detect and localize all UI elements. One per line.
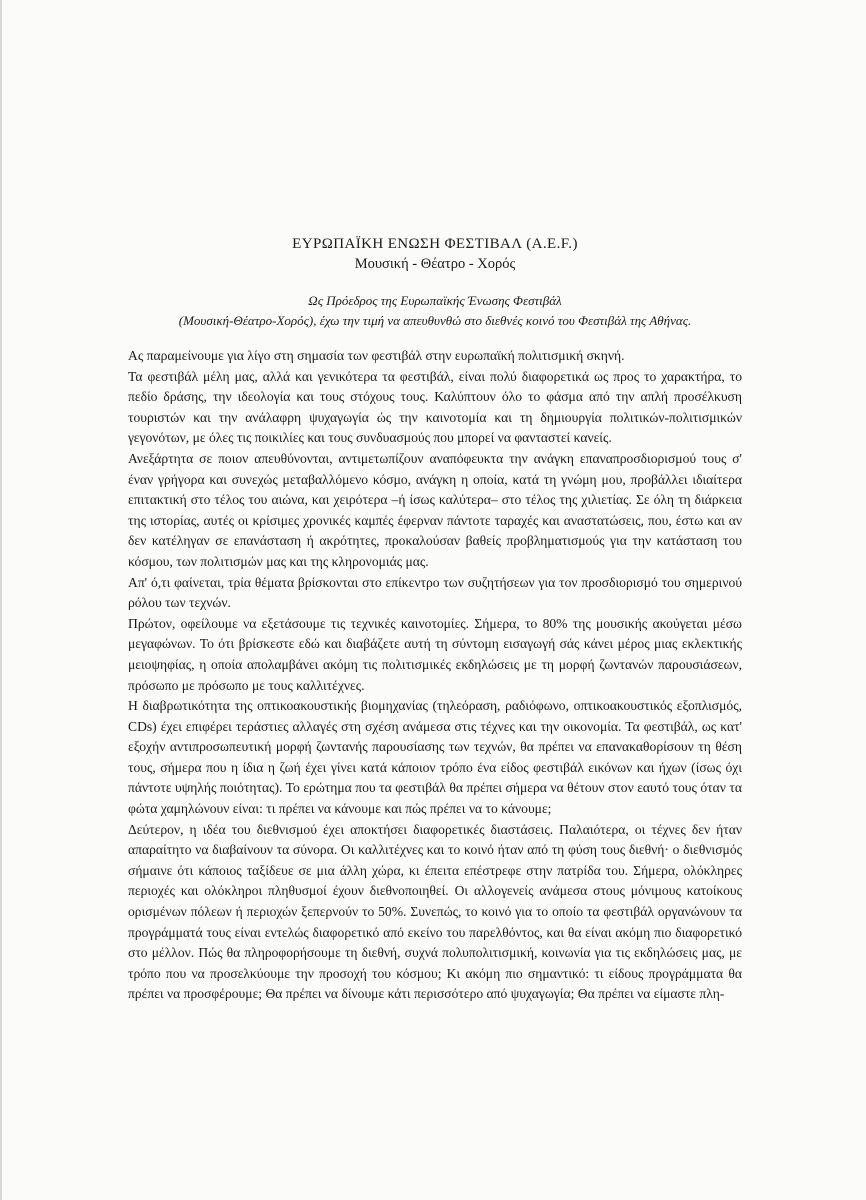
intro-block (2, 291, 866, 331)
paragraph: Η διαβρωτικότητα της οπτικοακουστικής βιομηχανίας (τηλεόραση, ραδιόφωνο, οπτικοακουστικός εξοπλισμός, CDs) έχει επιφέρει τεράστιες αλλαγές στη σχέση ανάμεσα στις τέχνες και την οικονομία. Τα φεστιβάλ, ως κατ' εξοχήν αντιπροσωπευτική μορφή ζωντανής παρουσίασης των τεχνών, θα πρέπει να επανακαθορίσουν τη θέση τους, σήμερα που η ίδια η ζωή έχει γίνει κατά κάποιον τρόπο ένα είδος φεστιβάλ εικόνων και ήχων (ίσως όχι πάντοτε υψηλής ποιότητας). Το ερώτημα που τα φεστιβάλ θα πρέπει σήμερα να θέτουν στον εαυτό τους όταν τα φώτα χαμηλώνουν είναι: τι πρέπει να κάνουμε και πώς πρέπει να το κάνουμε; (128, 698, 742, 817)
document-header (2, 234, 866, 274)
paragraph: Δεύτερον, η ιδέα του διεθνισμού έχει αποκτήσει διαφορετικές διαστάσεις. Παλαιότερα, οι τέχνες δεν ήταν απαραίτητο να διαβαίνουν τα σύνορα. Οι καλλιτέχνες και το κοινό ήταν από τη φύση τους διεθνή· ο διεθνισμός σήμαινε ότι κάποιος ταξίδευε σε μια άλλη χώρα, κι έπειτα επέστρεφε στην πατρίδα του. Σήμερα, ολόκληρες περιοχές και ολόκληροι πληθυσμοί έχουν διεθνοποιηθεί. Οι αλλογενείς ανάμεσα στους μόνιμους κατοίκους ορισμένων πόλεων ή περιοχών ξεπερνούν το 50%. Συνεπώς, το κοινό για το οποίο τα φεστιβάλ οργανώνουν τα προγράμματά τους είναι εντελώς διαφορετικό από εκείνο του παρελθόντος, και θα είναι ακόμη πιο διαφορετικό στο μέλλον. Πώς θα πληροφορήσουμε τη διεθνή, συχνά πολυπολιτισμική, κοινωνία για τις εκδηλώσεις μας, με τρόπο που να προσελκύουμε την προσοχή του κόσμου; Κι ακόμη πιο σημαντικό: τι είδους προγράμματα θα πρέπει να προσφέρουμε; Θα πρέπει να δίνουμε κάτι περισσότερο από ψυχαγωγία; Θα πρέπει να είμαστε πλη- (128, 821, 742, 1002)
intro-line: Ως Πρόεδρος της Ευρωπαϊκής Ένωσης Φεστιβάλ (308, 293, 562, 308)
paragraph: Απ' ό,τι φαίνεται, τρία θέματα βρίσκονται στο επίκεντρο των συζητήσεων για τον προσδιορισμό του σημερινού ρόλου των τεχνών. (128, 574, 742, 611)
paragraph: Τα φεστιβάλ μέλη μας, αλλά και γενικότερα τα φεστιβάλ, είναι πολύ διαφορετικά ως προς το χαρακτήρα, το πεδίο δράσης, την ιδεολογία και τους στόχους τους. Καλύπτουν όλο το φάσμα από την απλή προσέλκυση τουριστών και την ανάλαφρη ψυχαγωγία ώς την καινοτομία και τη δημιουργία πολιτικών-πολιτισμικών γεγονότων, με όλες τις ποικιλίες και τους συνδυασμούς που μπορεί να φανταστεί κανείς. (128, 368, 742, 446)
paragraph: Ας παραμείνουμε για λίγο στη σημασία των φεστιβάλ στην ευρωπαϊκή πολιτισμική σκηνή. (128, 348, 625, 363)
body-text (128, 346, 742, 1005)
paragraph: Ανεξάρτητα σε ποιον απευθύνονται, αντιμετωπίζουν αναπόφευκτα την ανάγκη επαναπροσδιορισμού τους σ' έναν γρήγορα και συνεχώς μεταβαλλόμενο κόσμο, ανάγκη η οποία, κατά τη γνώμη μου, προβάλλει ιδιαίτερα επιτακτική στο τέλος του αιώνα, και χειρότερα –ή ίσως καλύτερα– στο τέλος της χιλιετίας. Σε όλη τη διάρκεια της ιστορίας, αυτές οι κρίσιμες χρονικές καμπές έφερναν πάντοτε ταραχές και αναστατώσεις, που, έστω και αν δεν κατέληγαν σε επανάσταση ή ακρότητες, προκαλούσαν βαθείς προβληματισμούς για την κατάσταση του κόσμου, των πολιτισμών μας και της κληρονομιάς μας. (128, 450, 742, 569)
paragraph: Πρώτον, οφείλουμε να εξετάσουμε τις τεχνικές καινοτομίες. Σήμερα, το 80% της μουσικής ακούγεται μέσω μεγαφώνων. Το ότι βρίσκεστε εδώ και διαβάζετε αυτή τη σύντομη εισαγωγή σάς κάνει μέρος μιας εκλεκτικής μειοψηφίας, η οποία απολαμβάνει ακόμη τις πολιτισμικές εκδηλώσεις με τη μορφή ζωντανών παρουσιάσεων, πρόσωπο με πρόσωπο με τους καλλιτέχνες. (128, 615, 742, 693)
page-title: ΕΥΡΩΠΑΪΚΗ ΕΝΩΣΗ ΦΕΣΤΙΒΑΛ (A.E.F.) (292, 236, 578, 252)
page-subtitle: Μουσική - Θέατρο - Χορός (354, 256, 516, 272)
intro-line: (Μουσική-Θέατρο-Χορός), έχω την τιμή να απευθυνθώ στο διεθνές κοινό του Φεστιβάλ της Αθήνας. (178, 313, 692, 328)
